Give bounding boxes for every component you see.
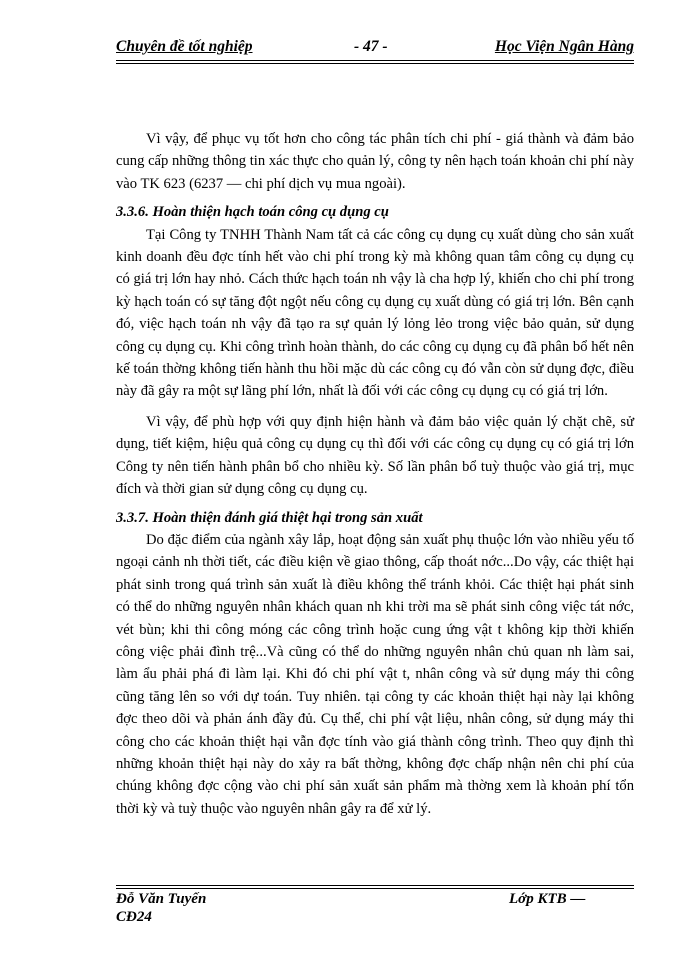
paragraph-tools-accounting: Tại Công ty TNHH Thành Nam tất cả các công cụ dụng cụ xuất dùng cho sản xuất kinh doanh đều đợc tính hết vào chi phí trong kỳ mà không quan tâm công cụ dụng cụ có giá trị lớn hay nhỏ. Cách thức hạch toán nh vậy là cha hợp lý, khiến cho chi phí trong kỳ hạch toán có sự tăng đột ngột nếu công cụ dụng cụ xuất dùng có giá trị lớn. Bên cạnh đó, việc hạch toán nh vậy đã tạo ra sự quản lý lỏng lẻo trong việc bảo quản, sử dụng công cụ dụng cụ. Khi công trình hoàn thành, do các công cụ dụng cụ đã phân bổ hết nên kế toán thờng không tiến hành thu hồi mặc dù các công cụ đó vẫn còn sử dụng đợc, điều này đã gây ra một sự lãng phí lớn, nhất là đối với các công cụ dụng cụ có giá trị lớn. [116,226,634,400]
section-heading-3-3-6: 3.3.6. Hoàn thiện hạch toán công cụ dụng cụ [116,204,389,221]
section-heading-3-3-7: 3.3.7. Hoàn thiện đánh giá thiệt hại trong sản xuất [116,509,423,526]
paragraph-tools-recommendation: Vì vậy, để phù hợp với quy định hiện hành và đảm bảo việc quản lý chặt chẽ, sử dụng, tiết kiệm, hiệu quả công cụ dụng cụ thì đối với các công cụ dụng cụ có giá trị lớn Công ty nên tiến hành phân bổ cho nhiều kỳ. Số lần phân bổ tuỳ thuộc vào giá trị, mục đích và thời gian sử dụng công cụ dụng cụ. [116,413,634,498]
header-rule-bottom [116,63,634,64]
paragraph-conclusion-623: Vì vậy, để phục vụ tốt hơn cho công tác phân tích chi phí - giá thành và đảm bảo cung cấp những thông tin xác thực cho quản lý, công ty nên hạch toán khoản chi phí này vào TK 623 (6237 — chi phí dịch vụ mua ngoài). [116,131,634,192]
footer-class: Lớp KTB — [509,891,586,907]
page-number: - 47 - [354,38,388,55]
header-document-type: Chuyên đề tốt nghiệp [116,38,253,55]
paragraph-production-losses: Do đặc điểm của ngành xây lắp, hoạt động sản xuất phụ thuộc lớn vào nhiều yếu tố ngoại cảnh nh thời tiết, các điều kiện về giao thông, cấp thoát nớc...Do vậy, các thiệt hại phát sinh trong quá trình sản xuất là điều không thể tránh khỏi. Các thiệt hại phát sinh có thể do những nguyên nhân khách quan nh khi trời ma sẽ phát sinh công việc tát nớc, vét bùn; khi thi công móng các công trình hoặc cung ứng vật t không kịp thời khiến công việc phải đình trệ...Và cũng có thể do những nguyên nhân chủ quan nh làm sai, làm ẩu phải phá đi làm lại. Khi đó chi phí vật t, nhân công và sử dụng máy thi công cũng tăng lên so với dự toán. Tuy nhiên. tại công ty các khoản thiệt hại này lại không đợc theo dõi và phản ánh đầy đủ. Cụ thể, chi phí vật liệu, nhân công, sử dụng máy thi công cho các khoản thiệt hại vẫn đợc tính vào giá thành công trình. Theo quy định thì những khoản thiệt hại này do xảy ra bất thờng, không đợc chấp nhận nên chi phí của chúng không đợc cộng vào chi phí sản xuất sản phẩm mà thờng xem là khoản phí tổn thời kỳ và tuỳ thuộc vào nguyên nhân gây ra để xử lý. [116,531,634,817]
footer-rule-top [116,885,634,886]
header-rule-top [116,60,634,61]
footer-author [116,890,206,926]
class-code: CĐ24 [116,909,152,925]
header-institution: Học Viện Ngân Hàng [494,38,634,55]
page-header [116,38,634,60]
page-body [116,128,634,820]
page-footer [116,890,634,930]
author-name: Đỗ Văn Tuyến [116,891,207,907]
footer-rule-bottom [116,888,634,889]
